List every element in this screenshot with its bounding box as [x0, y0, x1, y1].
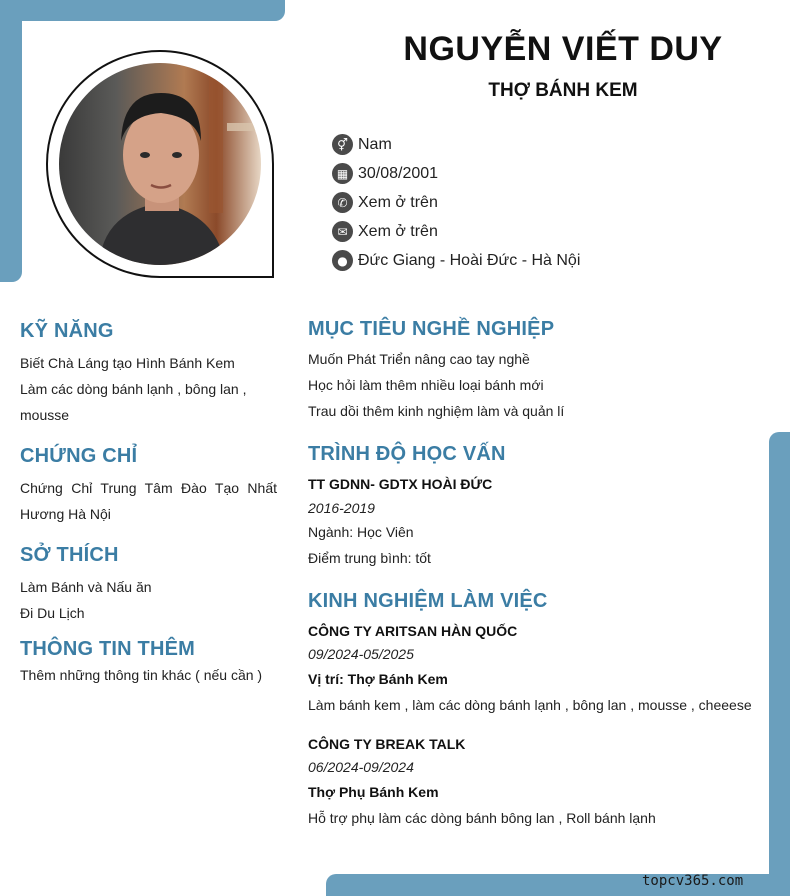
contact-gender	[332, 130, 580, 159]
education-school: TT GDNN- GDTX HOÀI ĐỨC	[308, 476, 493, 492]
decor-bar-top	[0, 0, 285, 21]
objective-line-1: Muốn Phát Triển nâng cao tay nghề	[308, 351, 530, 367]
hobbies-line-2: Đi Du Lịch	[20, 605, 85, 621]
avatar-frame	[46, 50, 274, 278]
job-1-period: 09/2024-05/2025	[308, 646, 414, 662]
contact-birthday	[332, 159, 580, 188]
job-1-position: Vị trí: Thợ Bánh Kem	[308, 671, 448, 687]
skills-heading: KỸ NĂNG	[20, 320, 114, 342]
contact-list	[332, 130, 580, 275]
certificates-heading: CHỨNG CHỈ	[20, 445, 138, 467]
certificates-line-2: Hương Hà Nội	[20, 506, 111, 522]
email-value: Xem ở trên	[358, 222, 438, 240]
skills-line-3: mousse	[20, 407, 70, 423]
certificates-line-1: Chứng Chỉ Trung Tâm Đào Tạo Nhất	[20, 480, 277, 496]
gender-icon: ⚥	[332, 134, 353, 155]
contact-email	[332, 217, 580, 246]
extra-info-heading: THÔNG TIN THÊM	[20, 638, 196, 660]
contact-phone	[332, 188, 580, 217]
calendar-icon: ▦	[332, 163, 353, 184]
skills-line-2: Làm các dòng bánh lạnh , bông lan ,	[20, 381, 247, 397]
portrait-icon	[59, 63, 261, 265]
hobbies-heading: SỞ THÍCH	[20, 544, 119, 566]
hobbies-line-1: Làm Bánh và Nấu ăn	[20, 579, 152, 595]
education-gpa: Điểm trung bình: tốt	[308, 550, 431, 566]
phone-value: Xem ở trên	[358, 193, 438, 211]
extra-info-text: Thêm những thông tin khác ( nếu cần )	[20, 667, 263, 683]
job-title: THỢ BÁNH KEM	[488, 80, 638, 101]
job-1-description: Làm bánh kem , làm các dòng bánh lạnh , bông lan , mousse , cheeese	[308, 697, 752, 713]
location-pin-icon: ●	[332, 250, 353, 271]
job-2-period: 06/2024-09/2024	[308, 759, 414, 775]
objective-heading: MỤC TIÊU NGHỀ NGHIỆP	[308, 318, 555, 340]
mail-icon: ✉	[332, 221, 353, 242]
education-major: Ngành: Học Viên	[308, 524, 414, 540]
decor-bar-right	[769, 432, 790, 876]
education-heading: TRÌNH ĐỘ HỌC VẤN	[308, 443, 506, 465]
candidate-name: NGUYỄN VIẾT DUY	[403, 30, 723, 68]
objective-line-2: Học hỏi làm thêm nhiều loại bánh mới	[308, 377, 544, 393]
avatar	[59, 63, 261, 265]
job-1-company: CÔNG TY ARITSAN HÀN QUỐC	[308, 623, 518, 639]
job-2-position: Thợ Phụ Bánh Kem	[308, 784, 439, 800]
watermark: topcv365.com	[642, 873, 744, 889]
objective-line-3: Trau dồi thêm kinh nghiệm làm và quản lí	[308, 403, 565, 419]
address-value: Đức Giang - Hoài Đức - Hà Nội	[358, 251, 581, 269]
job-2-description: Hỗ trợ phụ làm các dòng bánh bông lan , Roll bánh lạnh	[308, 810, 656, 826]
experience-heading: KINH NGHIỆM LÀM VIỆC	[308, 590, 548, 612]
contact-address	[332, 246, 580, 275]
birthday-value: 30/08/2001	[358, 164, 439, 182]
gender-value: Nam	[358, 135, 392, 153]
job-2-company: CÔNG TY BREAK TALK	[308, 736, 466, 752]
phone-icon: ✆	[332, 192, 353, 213]
decor-bar-left	[0, 0, 22, 282]
skills-line-1: Biết Chà Láng tạo Hình Bánh Kem	[20, 355, 235, 371]
education-period: 2016-2019	[308, 500, 375, 516]
